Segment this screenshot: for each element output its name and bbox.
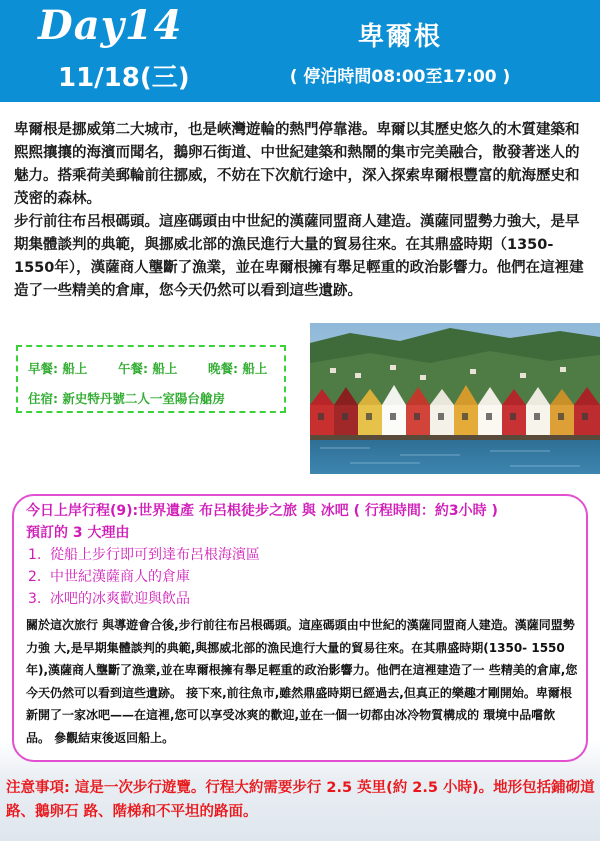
reason-text: 中世紀漢薩商人的倉庫 [50,569,190,585]
date-label: 11/18(三) [58,63,190,93]
excursion-description: 關於這次旅行 與導遊會合後,步行前往布呂根碼頭。這座碼頭由中世紀的漢薩同盟商人建造。漢薩同盟勢力強 大,是早期集體談判的典範,與挪威北部的漁民進行大量的貿易往來。在其鼎盛時期(1350- 1550 年),漢薩商人壟斷了漁業,並在卑爾根擁有舉足輕重的政治影響力。他們在這裡建造了一 些精美的倉庫,您今天仍然可以看到這些遺跡。 接下來,前往魚市,雖然鼎盛時期已經過去,但真正的樂趣才剛開始。卑爾根新開了一家冰吧——在這裡,您可以享受冰爽的歡迎,並在一個一切都由冰冷物質構成的 環境中品嚐飲品。 參觀結束後返回船上。 [26,618,578,745]
day-title: Day14 [38,2,183,49]
intro-text [14,119,588,303]
meal-info-box [16,345,286,413]
lunch-label: 午餐: 船上 [118,361,178,376]
excursion-subtitle: 預訂的 3 大理由 [26,525,130,541]
reason-number: 2. [28,569,42,585]
breakfast-label: 早餐: 船上 [28,361,88,376]
header-banner [0,0,600,102]
dinner-label: 晚餐: 船上 [208,361,268,376]
list-item [28,544,260,566]
bergen-harbor-photo [310,323,600,474]
intro-paragraph-2: 步行前往布呂根碼頭。這座碼頭由中世紀的漢薩同盟商人建造。漢薩同盟勢力強大，是早期集體談判的典範，與挪威北部的漁民進行大量的貿易往來。在其鼎盛時期（1350-1550年），漢薩商人壟斷了漁業，並在卑爾根擁有舉足輕重的政治影響力。他們在這裡建造了一些精美的倉庫，您今天仍然可以看到這些遺跡。 [14,214,584,299]
list-item [28,588,260,610]
port-name: 卑爾根 [357,22,442,52]
excursion-box [12,494,588,762]
walking-notice: 注意事項: 這是一次步行遊覽。行程大約需要步行 2.5 英里(約 2.5 小時)。地形包括鋪砌道路、鵝卵石 路、階梯和不平坦的路面。 [6,780,595,820]
intro-paragraph-1: 卑爾根是挪威第二大城市，也是峽灣遊輪的熱門停靠港。卑爾以其歷史悠久的木質建築和熙熙攘攘的海濱而聞名，鵝卵石街道、中世紀建築和熱鬧的集市完美融合，散發著迷人的魅力。搭乘荷美郵輪前往挪威，不妨在下次航行途中，深入探索卑爾根豐富的航海歷史和茂密的森林。 [14,122,580,207]
reason-text: 冰吧的冰爽歡迎與飲品 [50,591,190,607]
reason-number: 3. [28,591,42,607]
reason-number: 1. [28,547,42,563]
reason-list [28,544,260,610]
list-item [28,566,260,588]
reason-text: 從船上步行即可到達布呂根海濱區 [50,547,260,563]
accommodation-label: 住宿: 新史特丹號二人一室陽台艙房 [28,391,225,406]
excursion-title: 今日上岸行程(9):世界遺產 布呂根徒步之旅 與 冰吧 ( 行程時間：約3小時 ) [26,503,498,519]
port-hours: ( 停泊時間08:00至17:00 ) [289,67,511,87]
